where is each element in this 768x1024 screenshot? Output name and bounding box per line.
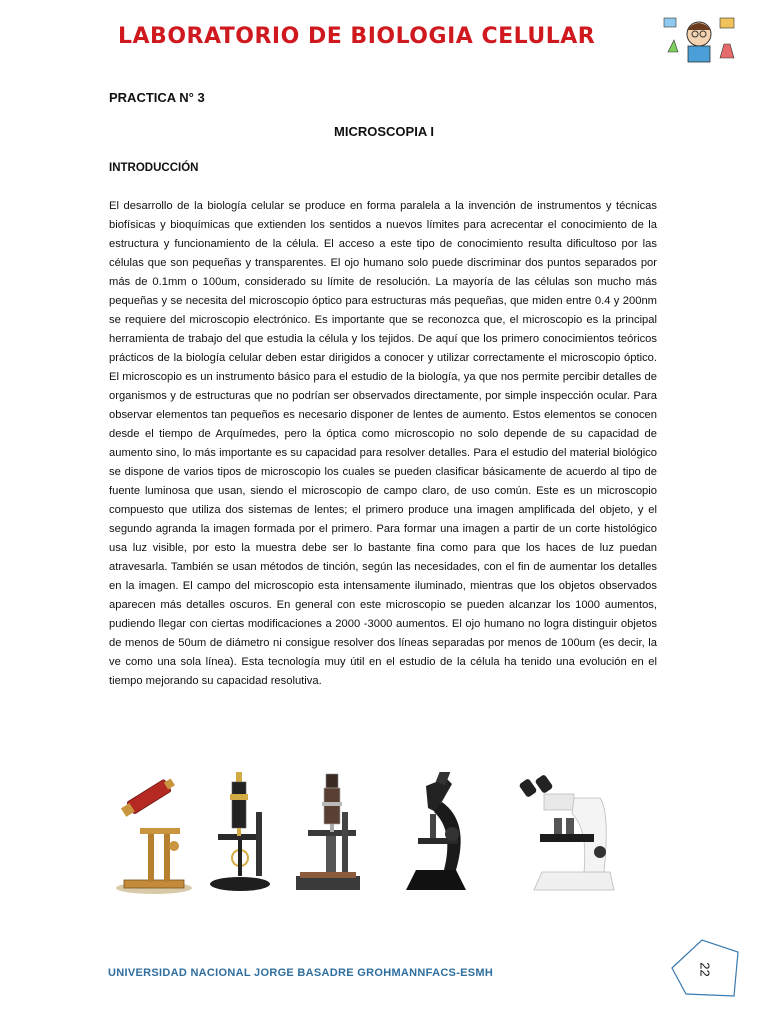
body-paragraph: El desarrollo de la biología celular se produce en forma paralela a la invención de instrumentos y técnicas biofísicas y bioquímicas que extienden los sentidos a nuevos límites para acrecentar el conocimiento de la estructura y funcionamiento de la célula. El acceso a este tipo de conocimiento resulta dificultoso por las células que son pequeñas y transparentes. El ojo humano solo puede discriminar dos puntos separados por más de 0.1mm o 100um, considerado su límite de resolución. La mayoría de las células son mucho más pequeñas y se necesita del microscopio óptico para estructuras más pequeñas, que miden entre 0.4 y 200nm se requiere del microscopio electrónico. Es importante que se reconozca que, el microscopio es la principal herramienta de trabajo del que estudia la célula y los tejidos. De aquí que los primero conocimientos teóricos prácticos de la biología celular deben estar dirigidos a conocer y utilizar correctamente el microscopio óptico. El microscopio es un instrumento básico para el estudio de la biología, ya que nos permite percibir detalles de organismos y de estructuras que no podrían ser observados directamente, por simple inspección ocular. Para observar elementos tan pequeños es necesario disponer de lentes de aumento. Estos elementos se conocen desde el tiempo de Arquímedes, pero la óptica como microscopio no solo depende de su capacidad de aumento sino, lo más importante es su capacidad para resolver detalles. Para el estudio del material biológico se dispone de varios tipos de microscopio los cuales se pueden clasificar básicamente de acuerdo al tipo de fuente luminosa que usan, siendo el microscopio de campo claro, de uso común. Este es un microscopio compuesto que utiliza dos sistemas de lentes; el primero produce una imagen amplificada del objeto, y el segundo agranda la imagen formada por el primero. Para formar una imagen a partir de un corte histológico usa luz visible, por esto la muestra debe ser lo bastante fina como para que los haces de luz puedan atravesarla. También se usan métodos de tinción, según las necesidades, con el fin de aumentar los detalles en la imagen. El campo del microscopio esta intensamente iluminado, mientras que los objetos observados aparecen más detalles oscuros. En general con este microscopio se pueden alcanzar los 1000 aumentos, pudiendo llegar con ciertas modificaciones a 2000 -3000 aumentos. El ojo humano no logra distinguir objetos de menos de 50um de diámetro ni consigue resolver dos líneas separadas por menos de 100um (es decir, la ve como una sola línea). Esta tecnología muy útil en el estudio de la célula ha tenido una evolución en el tiempo mejorando su capacidad resolutiva. <box>109 200 657 687</box>
scientist-cartoon-icon <box>658 12 740 64</box>
microscope-figures <box>110 772 630 896</box>
victorian-microscope-icon <box>210 772 270 891</box>
practice-number: PRACTICA N° 3 <box>109 90 205 105</box>
vintage-compound-microscope-icon <box>296 774 360 890</box>
page-header-title: LABORATORIO DE BIOLOGIA CELULAR <box>118 24 596 49</box>
section-title: MICROSCOPIA I <box>334 124 434 139</box>
footer-institution: UNIVERSIDAD NACIONAL JORGE BASADRE GROHMANNFACS-ESMH <box>108 967 494 979</box>
intro-heading: INTRODUCCIÓN <box>109 162 199 174</box>
antique-brass-microscope-icon <box>116 776 192 894</box>
modern-binocular-microscope-icon <box>518 774 614 890</box>
black-student-microscope-icon <box>406 772 466 890</box>
page-number: 22 <box>697 962 713 977</box>
